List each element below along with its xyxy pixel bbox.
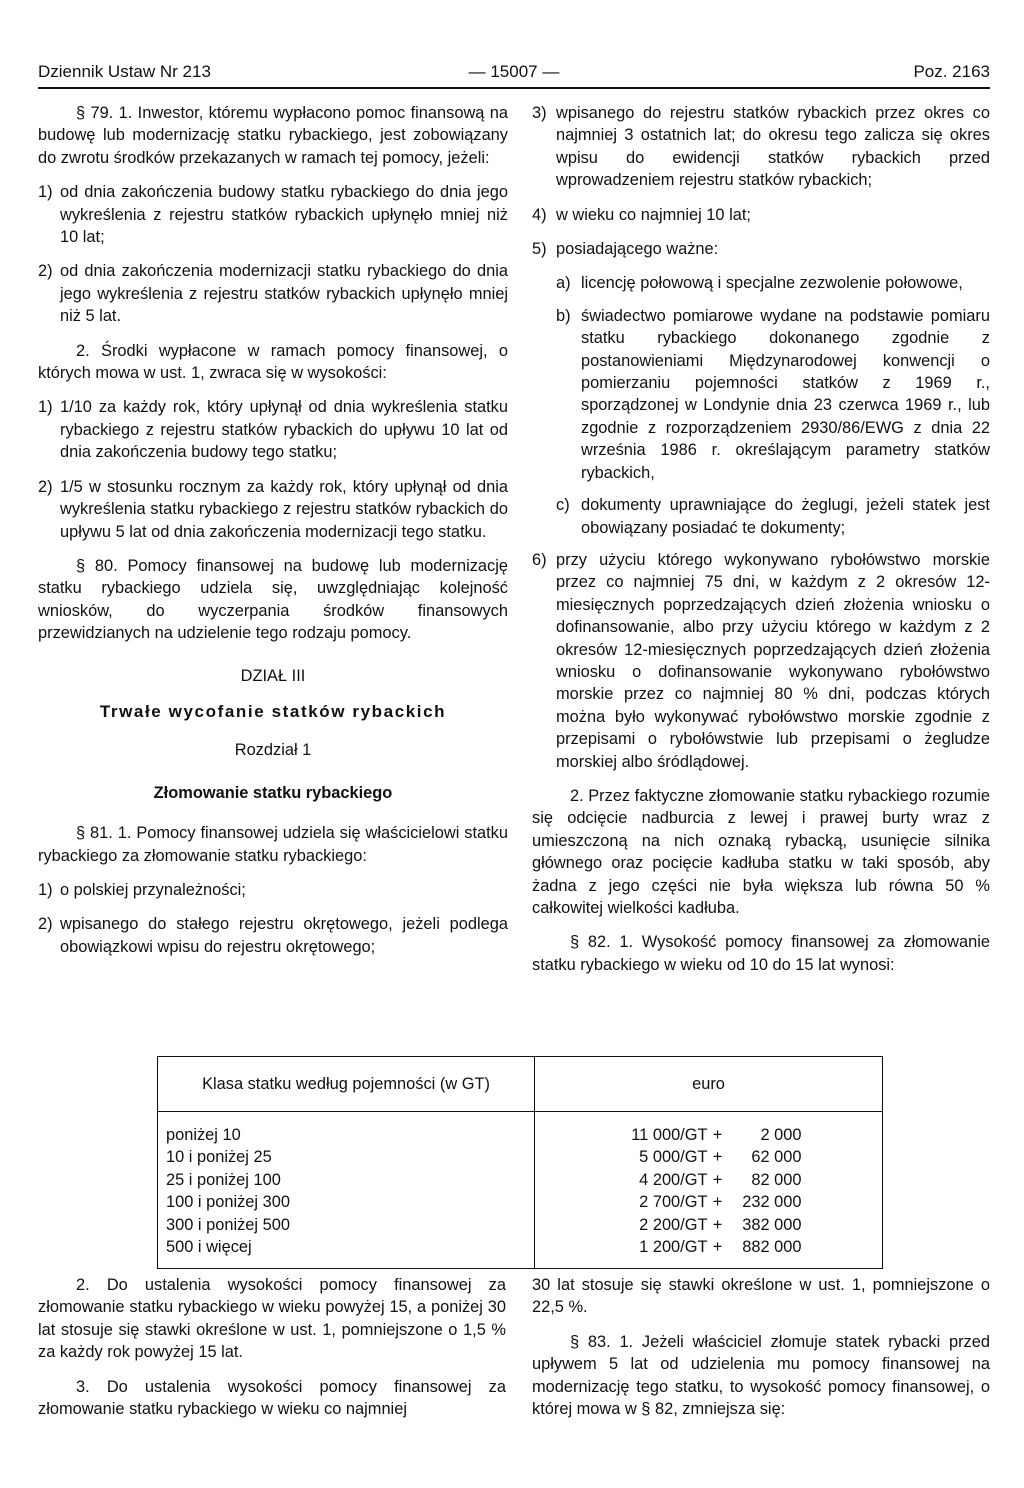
rate-line — [543, 1214, 874, 1236]
bottom-left-column — [38, 1274, 506, 1432]
sub-item-text: licencję połowową i specjalne zezwolenie połowowe, — [581, 274, 963, 293]
column-header-euro: euro — [535, 1057, 883, 1112]
item-text: wpisanego do stałego rejestru okrętowego, jeżeli podlega obowiązkowi wpisu do rejestru okrętowego; — [60, 915, 508, 956]
item-number: 3) — [532, 104, 547, 122]
item-text: posiadającego ważne: — [556, 240, 719, 259]
list-item — [38, 913, 508, 958]
plus-sign: + — [712, 1193, 723, 1212]
rate-fixed: 382 000 — [742, 1215, 802, 1234]
journal-title: Dziennik Ustaw Nr 213 — [38, 62, 211, 81]
item-number: 2) — [38, 915, 53, 934]
item-number: 2) — [38, 477, 53, 496]
sub-item — [532, 272, 990, 294]
item-text: od dnia zakończenia modernizacji statku rybackiego do dnia jego wykreślenia z rejestru statków rybackich upłynęło mniej niż 5 lat. — [60, 262, 508, 326]
paragraph-81-2: 2. Przez faktyczne złomowanie statku rybackiego rozumie się odcięcie nadburcia z lewej i prawej burty wraz z umieszczoną na nich oznaką rybacką, usunięcie silnika głównego oraz pocięcie kadłuba statku w taki sposób, aby żadna z jego części nie była większa lub równa 50 % całkowitej wielkości kadłuba. — [532, 786, 990, 917]
rate-per-gt: 11 000/GT — [631, 1126, 708, 1144]
list-item — [532, 549, 990, 773]
item-text: 1/5 w stosunku rocznym za każdy rok, który upłynął od dnia wykreślenia statku rybackiego z rejestru statków rybackich do upływu 5 lat od dnia zakończenia modernizacji tego statku. — [60, 477, 508, 541]
rate-fixed: 232 000 — [742, 1193, 802, 1212]
chapter-title: Złomowanie statku rybackiego — [153, 783, 393, 802]
class-value: 300 i poniżej 500 — [166, 1215, 290, 1234]
table-row — [158, 1112, 883, 1269]
list-item — [38, 181, 508, 248]
paragraph-83-1: § 83. 1. Jeżeli właściciel złomuje statek rybacki przed upływem 5 lat od udzielenia mu pomocy finansowej na modernizację tego statku, to wysokość pomocy finansowej, o której mowa w § 82, zmniejsza się: — [532, 1332, 990, 1419]
sub-item-text: dokumenty uprawniające do żeglugi, jeżeli statek jest obowiązany posiadać te dokumenty; — [581, 496, 990, 537]
paragraph-79-1: § 79. 1. Inwestor, któremu wypłacono pomoc finansową na budowę lub modernizację statku rybackiego, jest zobowiązany do zwrotu środków przekazanych w ramach tej pomocy, jeżeli: — [38, 104, 508, 167]
chapter-label: Rozdział 1 — [234, 741, 312, 760]
rate-fixed: 62 000 — [751, 1148, 802, 1167]
euro-cell — [535, 1112, 883, 1269]
class-cell — [158, 1112, 535, 1269]
class-value: 25 i poniżej 100 — [166, 1170, 281, 1189]
section-label: DZIAŁ III — [240, 666, 306, 685]
sub-item — [532, 494, 990, 539]
sub-item-letter: b) — [556, 306, 571, 325]
item-text: przy użyciu którego wykonywano rybołówstwo morskie przez co najmniej 75 dni, w każdym z 2 okresów 12-miesięcznych poprzedzających dzień złożenia wniosku o dofinansowanie, albo przy użyciu którego w każdym z 2 okresów 12-miesięcznych poprzedzających dzień złożenia wniosku o dofinansowanie wykonywano rybołówstwo morskie przez co najmniej 80 % dni, podczas których można było wykonywać rybołówstwo morskie zgodnie z przepisami o rybołówstwie lub przepisami o żegludze morskiej albo śródlądowej. — [556, 550, 990, 771]
paragraph-82-2: 2. Do ustalenia wysokości pomocy finansowej za złomowanie statku rybackiego w wieku powyżej 15, a poniżej 30 lat stosuje się stawki określone w ust. 1, pomniejszone o 1,5 % za każdy rok powyżej 15 lat. — [38, 1276, 506, 1362]
plus-sign: + — [712, 1148, 723, 1167]
plus-sign: + — [712, 1170, 723, 1189]
item-number: 1) — [38, 398, 53, 417]
class-value: 100 i poniżej 300 — [166, 1193, 290, 1212]
item-number: 6) — [532, 550, 547, 569]
header-rule — [38, 87, 990, 89]
class-value: poniżej 10 — [166, 1126, 241, 1144]
item-text: o polskiej przynależności; — [60, 880, 246, 899]
item-text: w wieku co najmniej 10 lat; — [556, 205, 751, 224]
list-item — [532, 102, 990, 192]
rate-per-gt: 5 000/GT — [639, 1148, 708, 1167]
list-item — [38, 396, 508, 463]
rate-per-gt: 2 200/GT — [639, 1215, 708, 1234]
paragraph-82-3-cont: 30 lat stosuje się stawki określone w ust. 1, pomniejszone o 22,5 %. — [532, 1276, 990, 1317]
rate-line — [543, 1124, 874, 1146]
item-text: wpisanego do rejestru statków rybackich przez okres co najmniej 3 ostatnich lat; do okresu tego zalicza się okres wpisu do ewidencji statków rybackich przed wprowadzeniem rejestru statków rybackich; — [556, 104, 990, 190]
sub-item-text: świadectwo pomiarowe wydane na podstawie pomiaru statku rybackiego dokonanego zgodnie z postanowieniami Międzynarodowej konwencji o pomierzaniu pojemności statków z 1969 r., sporządzonej w Londynie dnia 23 czerwca 1969 r., lub zgodnie z rozporządzeniem 2930/86/EWG z dnia 22 września 1986 r. określającym parametry statków rybackich, — [581, 306, 990, 482]
sub-item-letter: a) — [556, 274, 571, 293]
table-header-row — [158, 1057, 883, 1112]
bottom-right-column — [532, 1274, 990, 1432]
plus-sign: + — [712, 1126, 723, 1144]
list-item — [38, 260, 508, 327]
item-text: 1/10 za każdy rok, który upłynął od dnia wykreślenia statku rybackiego z rejestru statków rybackich do upływu 10 lat od dnia zakończenia budowy tego statku; — [60, 398, 508, 462]
list-item — [38, 879, 508, 901]
left-column — [38, 102, 508, 970]
item-number: 4) — [532, 205, 547, 224]
rate-fixed: 2 000 — [760, 1126, 802, 1144]
section-title: Trwałe wycofanie statków rybackich — [99, 701, 447, 721]
list-item — [38, 476, 508, 543]
running-header — [38, 62, 990, 84]
rate-line — [543, 1169, 874, 1191]
item-number: 1) — [38, 880, 53, 899]
plus-sign: + — [712, 1215, 723, 1234]
column-header-class: Klasa statku według pojemności (w GT) — [158, 1057, 535, 1112]
item-number: 5) — [532, 240, 547, 259]
paragraph-81-1: § 81. 1. Pomocy finansowej udziela się właścicielowi statku rybackiego za złomowanie statku rybackiego: — [38, 824, 508, 865]
rate-fixed: 882 000 — [742, 1238, 802, 1257]
rate-per-gt: 4 200/GT — [639, 1170, 708, 1189]
paragraph-79-2: 2. Środki wypłacone w ramach pomocy finansowej, o których mowa w ust. 1, zwraca się w wysokości: — [38, 341, 508, 383]
plus-sign: + — [712, 1238, 723, 1257]
item-number: 1) — [38, 183, 53, 202]
sub-item — [532, 305, 990, 484]
paragraph-82-3: 3. Do ustalenia wysokości pomocy finansowej za złomowanie statku rybackiego w wieku co najmniej — [38, 1377, 506, 1419]
rate-per-gt: 2 700/GT — [639, 1193, 708, 1212]
rate-line — [543, 1236, 874, 1258]
class-value: 10 i poniżej 25 — [166, 1148, 272, 1167]
paragraph-80: § 80. Pomocy finansowej na budowę lub modernizację statku rybackiego udziela się, uwzględniając kolejność wniosków, do wyczerpania środków finansowych przewidzianych na udzielenie tego rodzaju pomocy. — [38, 556, 508, 643]
page-number: — 15007 — — [468, 62, 560, 81]
document-page — [38, 0, 990, 1488]
rate-fixed: 82 000 — [751, 1170, 802, 1189]
item-number: 2) — [38, 262, 53, 281]
list-item — [532, 204, 990, 226]
item-text: od dnia zakończenia budowy statku rybackiego do dnia jego wykreślenia z rejestru statków rybackich upłynęło mniej niż 10 lat; — [60, 183, 508, 247]
rate-line — [543, 1146, 874, 1168]
class-value: 500 i więcej — [166, 1238, 252, 1257]
sub-item-letter: c) — [556, 496, 570, 515]
position-number: Poz. 2163 — [913, 62, 990, 81]
rate-line — [543, 1191, 874, 1213]
paragraph-82-1: § 82. 1. Wysokość pomocy finansowej za złomowanie statku rybackiego w wieku od 10 do 15 lat wynosi: — [532, 933, 990, 974]
aid-rates-table — [157, 1056, 883, 1269]
rate-per-gt: 1 200/GT — [639, 1238, 708, 1257]
right-column — [532, 102, 990, 988]
list-item — [532, 238, 990, 260]
